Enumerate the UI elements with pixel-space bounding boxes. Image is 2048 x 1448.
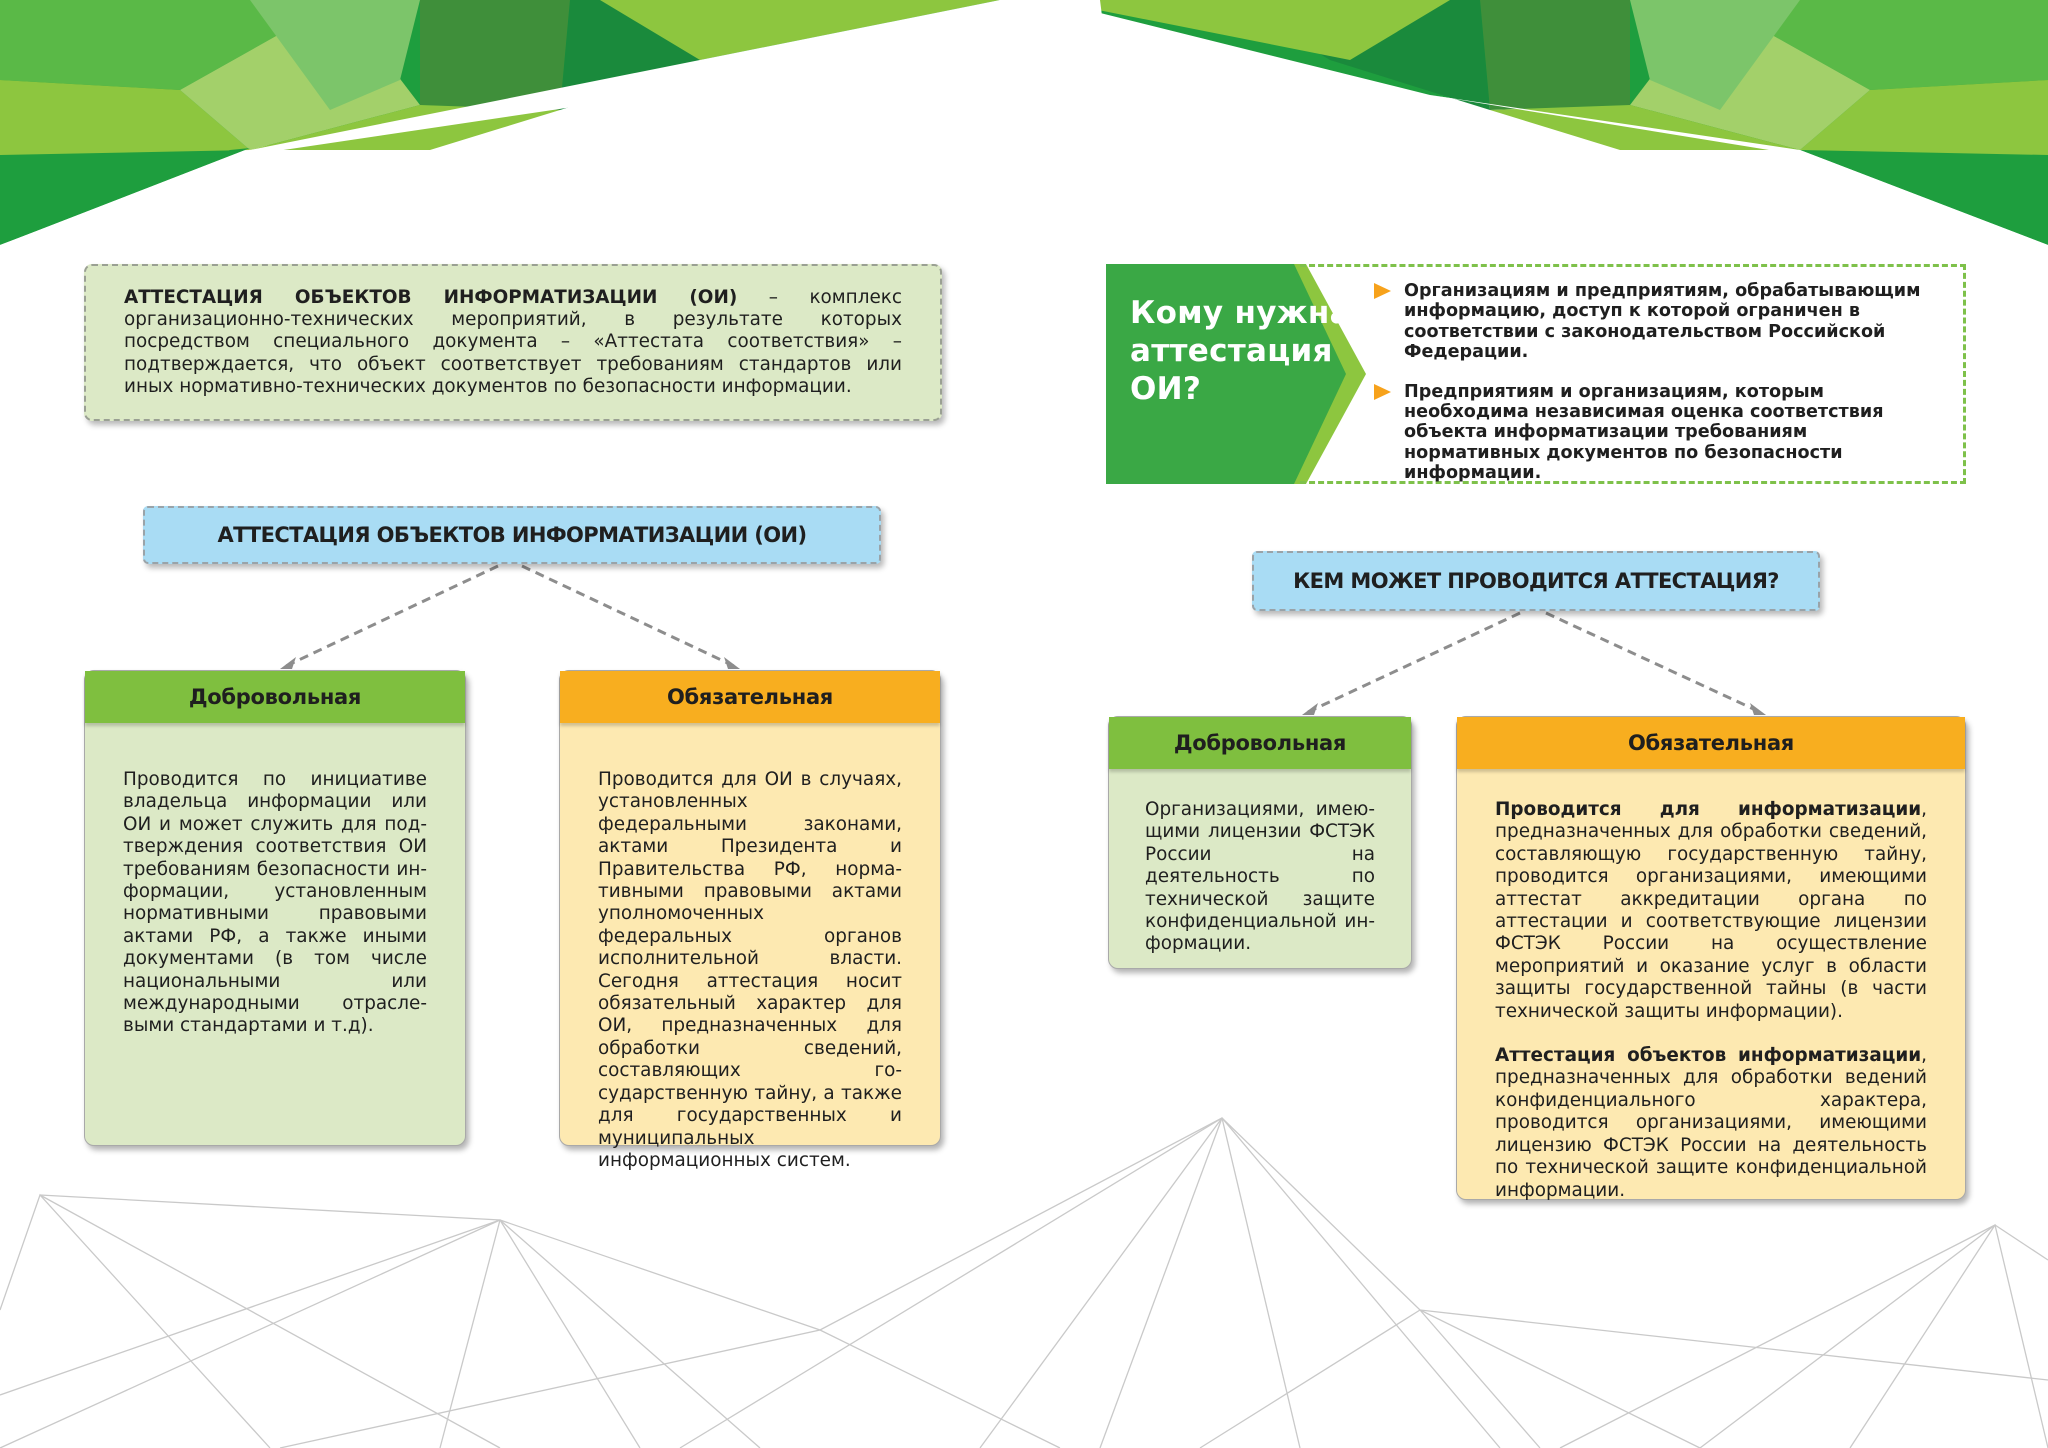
mandatory-card-text: Проводится для ОИ в случаях, установленных федеральными законами, актами Президента и Правительства РФ, нормативными правовыми актами уполномоченных федеральных органов исполнительной власти. Сегодня аттестация носит обязательный характер для ОИ, предназначенных для обработки сведений, составляющих государственную тайну, а также для государственных и муниципальных информационных систем. <box>598 769 902 1171</box>
triangle-arrow-icon <box>1374 283 1391 299</box>
voluntary-card-text: Организациями, имеющими лицензии ФСТЭК России на деятельность по технической защите конфиденциальной информации. <box>1145 799 1375 955</box>
voluntary-card-left <box>84 670 466 1146</box>
left-heading: АТТЕСТАЦИЯ ОБЪЕКТОВ ИНФОРМАТИЗАЦИИ (ОИ) <box>143 506 881 564</box>
mandatory-card-title: Обязательная <box>1457 717 1965 769</box>
mandatory-card-body <box>1457 769 1965 1202</box>
mandatory-p2-text: , предназначенных для обработки ведений конфиденциального характера, проводится организациями, имеющими лицензию ФСТЭК России на деятельность по технической защите конфиденциальной информации. <box>1495 1045 1927 1201</box>
mandatory-card-right <box>1456 716 1966 1200</box>
mandatory-p1-bold: Проводится для информатизации <box>1495 799 1922 820</box>
who-needs-item <box>1404 281 1933 363</box>
voluntary-card-title: Добровольная <box>85 671 465 723</box>
who-needs-item <box>1404 382 1933 484</box>
mandatory-paragraph-1 <box>1495 799 1927 1023</box>
voluntary-card-text: Проводится по инициативе владельца информации или ОИ и может служить для подтверждения соответствия ОИ требованиям безопасности информации, установленным нормативными правовыми актами РФ, а также иными документами (в том числе национальными или международными отраслевыми стандартами и т.д). <box>123 769 427 1037</box>
voluntary-card-title: Добровольная <box>1109 717 1411 769</box>
triangle-arrow-icon <box>1374 384 1391 400</box>
who-needs-title: Кому нужна аттестация ОИ? <box>1130 295 1351 407</box>
mandatory-p1-text: , предназначенных для обработки сведений, составляющую государственную тайну, проводится организациями, имеющими аттестат аккредитации органа по аттестации и соответствующие лицензии ФСТЭК России на осуществление мероприятий и оказание услуг в области защиты государственной тайны (в части технической защиты информации). <box>1495 799 1927 1022</box>
voluntary-card-right <box>1108 716 1412 969</box>
top-left-decoration <box>0 0 1000 252</box>
top-right-decoration <box>1040 0 2048 252</box>
mandatory-paragraph-2 <box>1495 1045 1927 1202</box>
who-needs-item-text: Организациям и предприятиям, обрабатывающим информацию, доступ к которой ограничен в соответствии с законодательством Российской Федерации. <box>1404 281 1921 363</box>
connector-arrowheads <box>280 657 1766 715</box>
definition-box <box>84 264 942 421</box>
mandatory-card-title: Обязательная <box>560 671 940 723</box>
who-needs-item-text: Предприятиям и организациям, которым необходима независимая оценка соответствия объекта информатизации требованиям нормативных документов по безопасности информации. <box>1404 381 1884 484</box>
right-heading: КЕМ МОЖЕТ ПРОВОДИТСЯ АТТЕСТАЦИЯ? <box>1252 551 1820 611</box>
mandatory-card-left <box>559 670 941 1171</box>
who-needs-list <box>1300 264 1966 484</box>
definition-term: АТТЕСТАЦИЯ ОБЪЕКТОВ ИНФОРМАТИЗАЦИИ (ОИ) <box>124 287 738 308</box>
definition-text: – комплекс организационно-технических мероприятий, в результате которых посредством специального документа – «Аттестата соответствия» – подтверждается, что объект соответствует требованиям стандартов или иных нормативно-технических документов по безопасности информации. <box>124 287 902 397</box>
mandatory-p2-bold: Аттестация объектов информатизации <box>1495 1045 1922 1067</box>
